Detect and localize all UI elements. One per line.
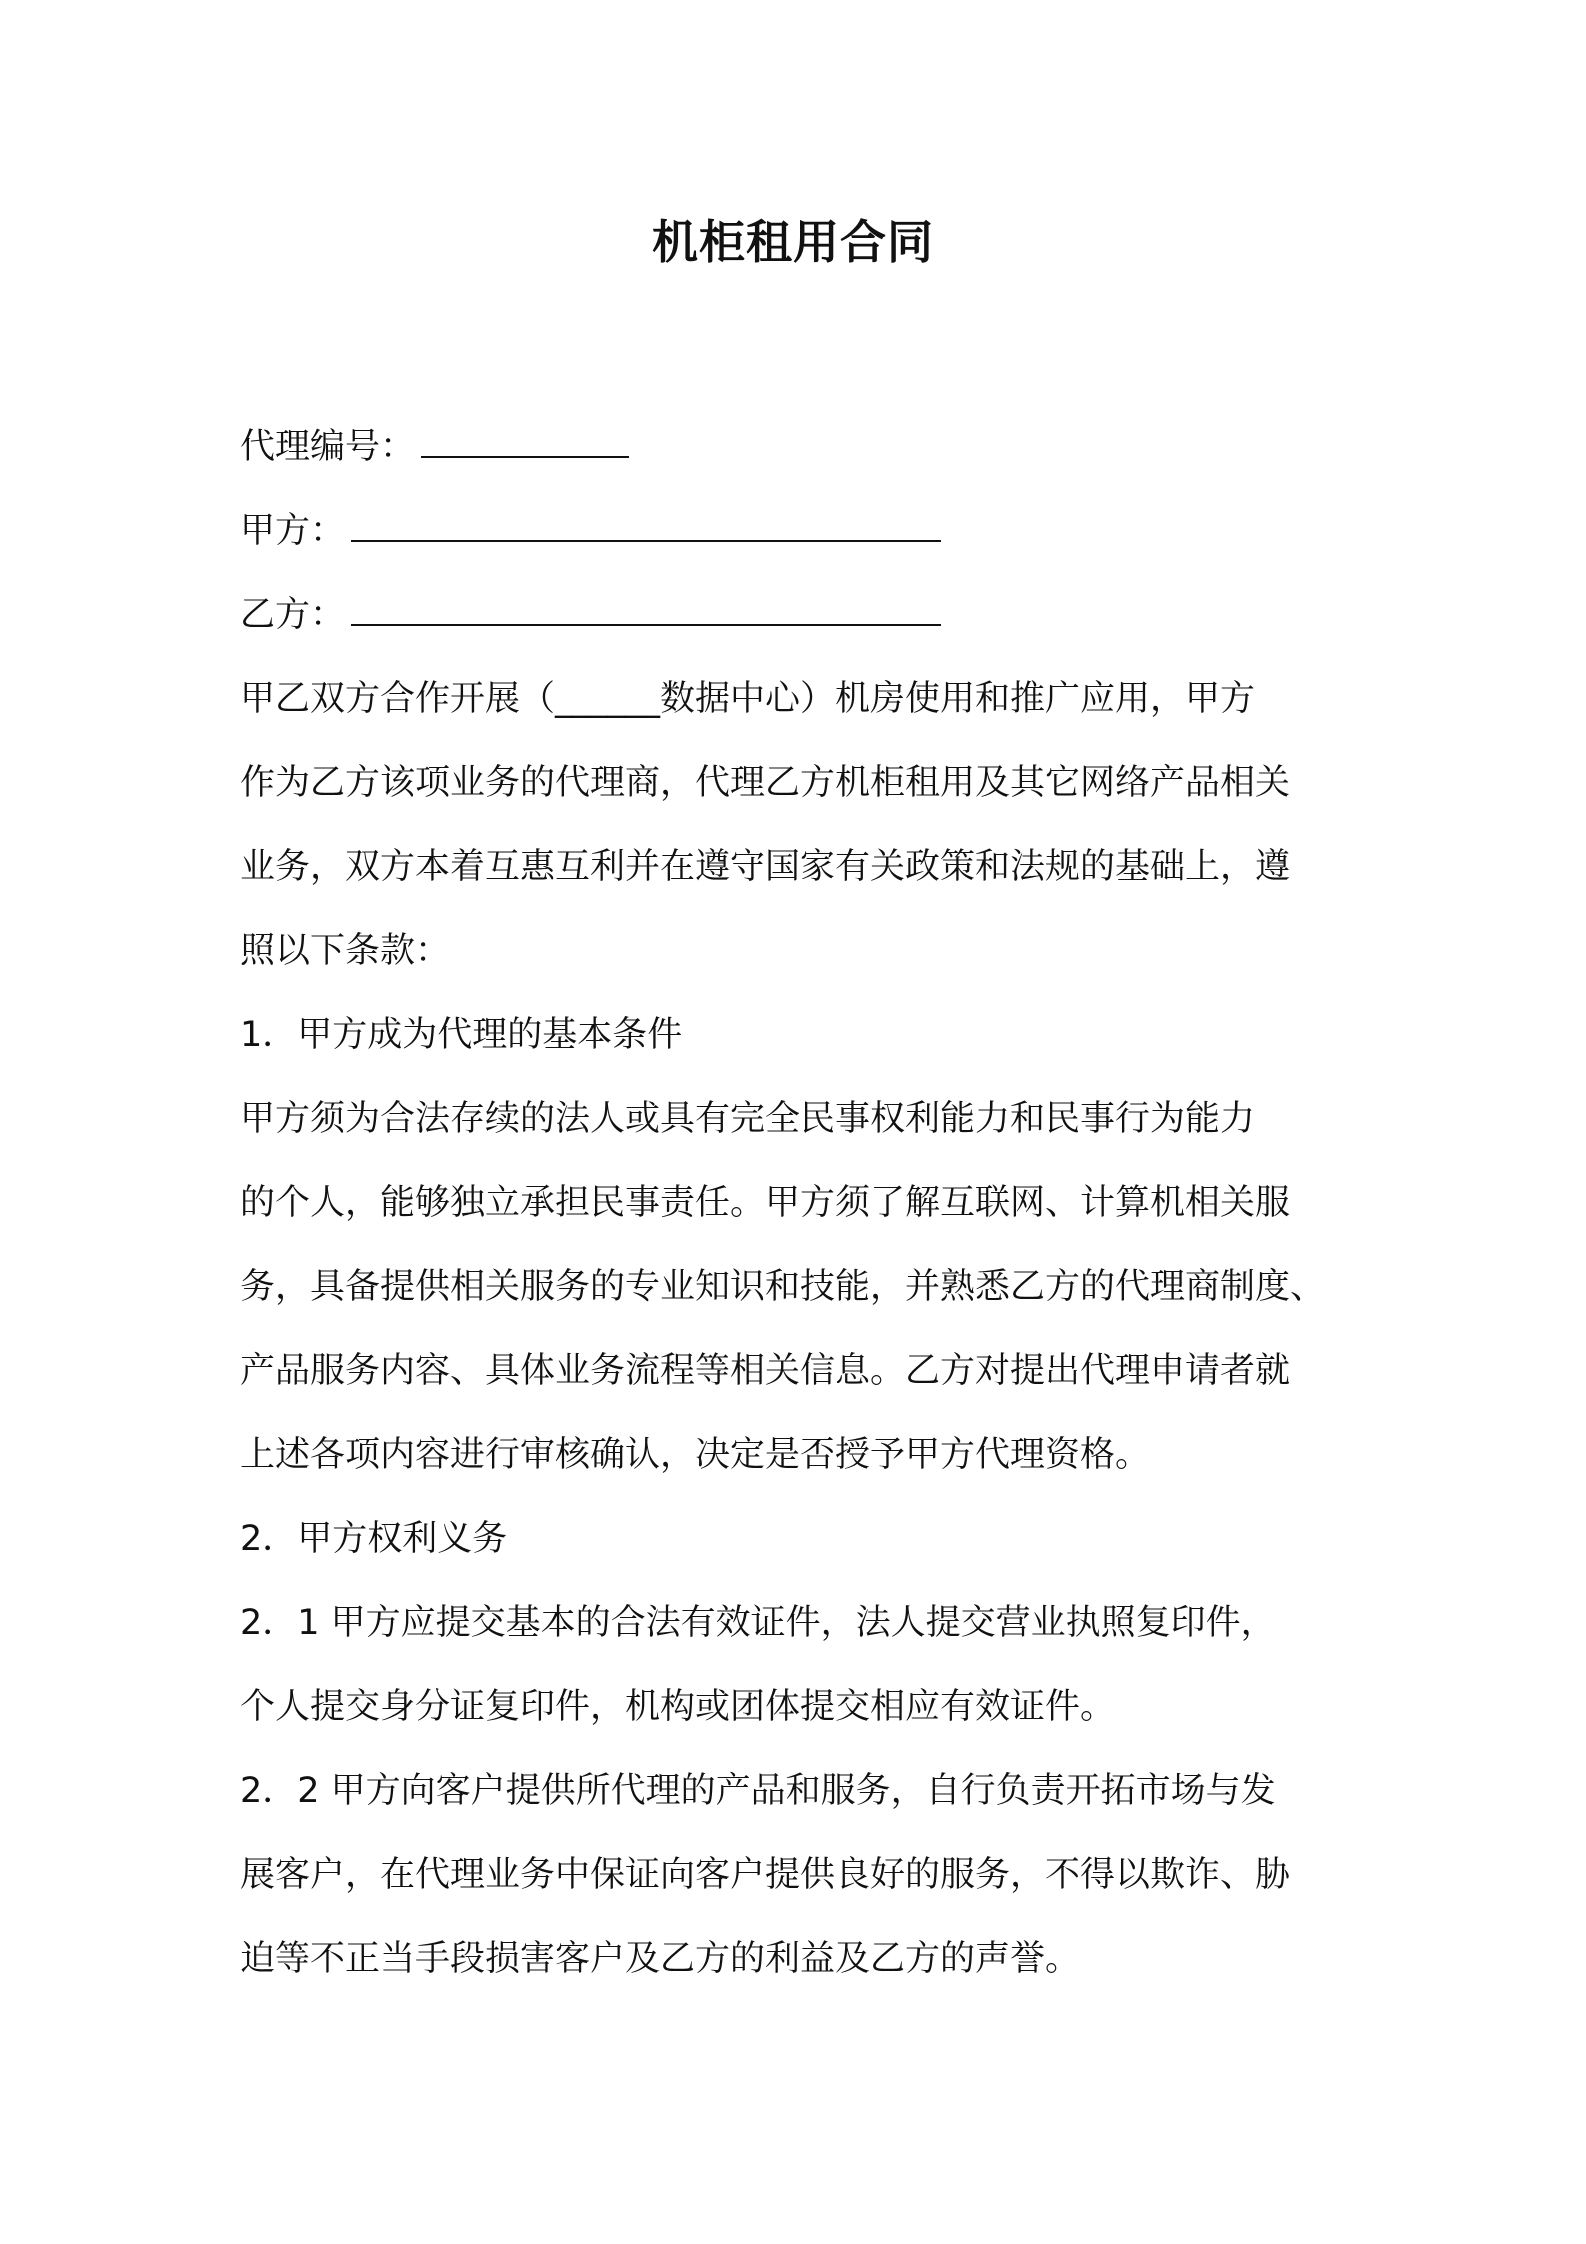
agent-number-label: 代理编号： [240,427,416,467]
text-line: 产品服务内容、具体业务流程等相关信息。乙方对提出代理申请者就 [240,1351,1291,1391]
party-b-blank [351,596,941,626]
party-b-label: 乙方： [240,595,346,635]
text-line: 个人提交身分证复印件，机构或团体提交相应有效证件。 [240,1687,1116,1727]
text-line: 务，具备提供相关服务的专业知识和技能，并熟悉乙方的代理商制度、 [240,1267,1326,1307]
agent-number-blank [421,428,629,458]
party-a-label: 甲方： [240,511,346,551]
text-line: 照以下条款： [240,931,451,971]
text-line: 的个人，能够独立承担民事责任。甲方须了解互联网、计算机相关服 [240,1183,1291,1223]
section-heading-2: 2．甲方权利义务 [240,1519,508,1559]
contract-body [240,405,1360,2001]
text-line: 展客户，在代理业务中保证向客户提供良好的服务，不得以欺诈、胁 [240,1855,1291,1895]
party-a-blank [351,512,941,542]
text-line: 甲方须为合法存续的法人或具有完全民事权利能力和民事行为能力 [240,1099,1256,1139]
text-line: 上述各项内容进行审核确认，决定是否授予甲方代理资格。 [240,1435,1151,1475]
text-line: 业务，双方本着互惠互利并在遵守国家有关政策和法规的基础上，遵 [240,847,1291,887]
text-line: 作为乙方该项业务的代理商，代理乙方机柜租用及其它网络产品相关 [240,763,1291,803]
text-line: 迫等不正当手段损害客户及乙方的利益及乙方的声誉。 [240,1939,1081,1979]
text-line: 甲乙双方合作开展（______数据中心）机房使用和推广应用，甲方 [240,679,1256,719]
contract-title: 机柜租用合同 [652,215,934,269]
section-heading-1: 1．甲方成为代理的基本条件 [240,1015,683,1055]
clause-2-1: 2．1 甲方应提交基本的合法有效证件，法人提交营业执照复印件， [240,1603,1276,1643]
agent-number-field [240,405,1360,489]
party-a-field [240,489,1360,573]
party-b-field [240,573,1360,657]
clause-2-2: 2．2 甲方向客户提供所代理的产品和服务，自行负责开拓市场与发 [240,1771,1276,1811]
